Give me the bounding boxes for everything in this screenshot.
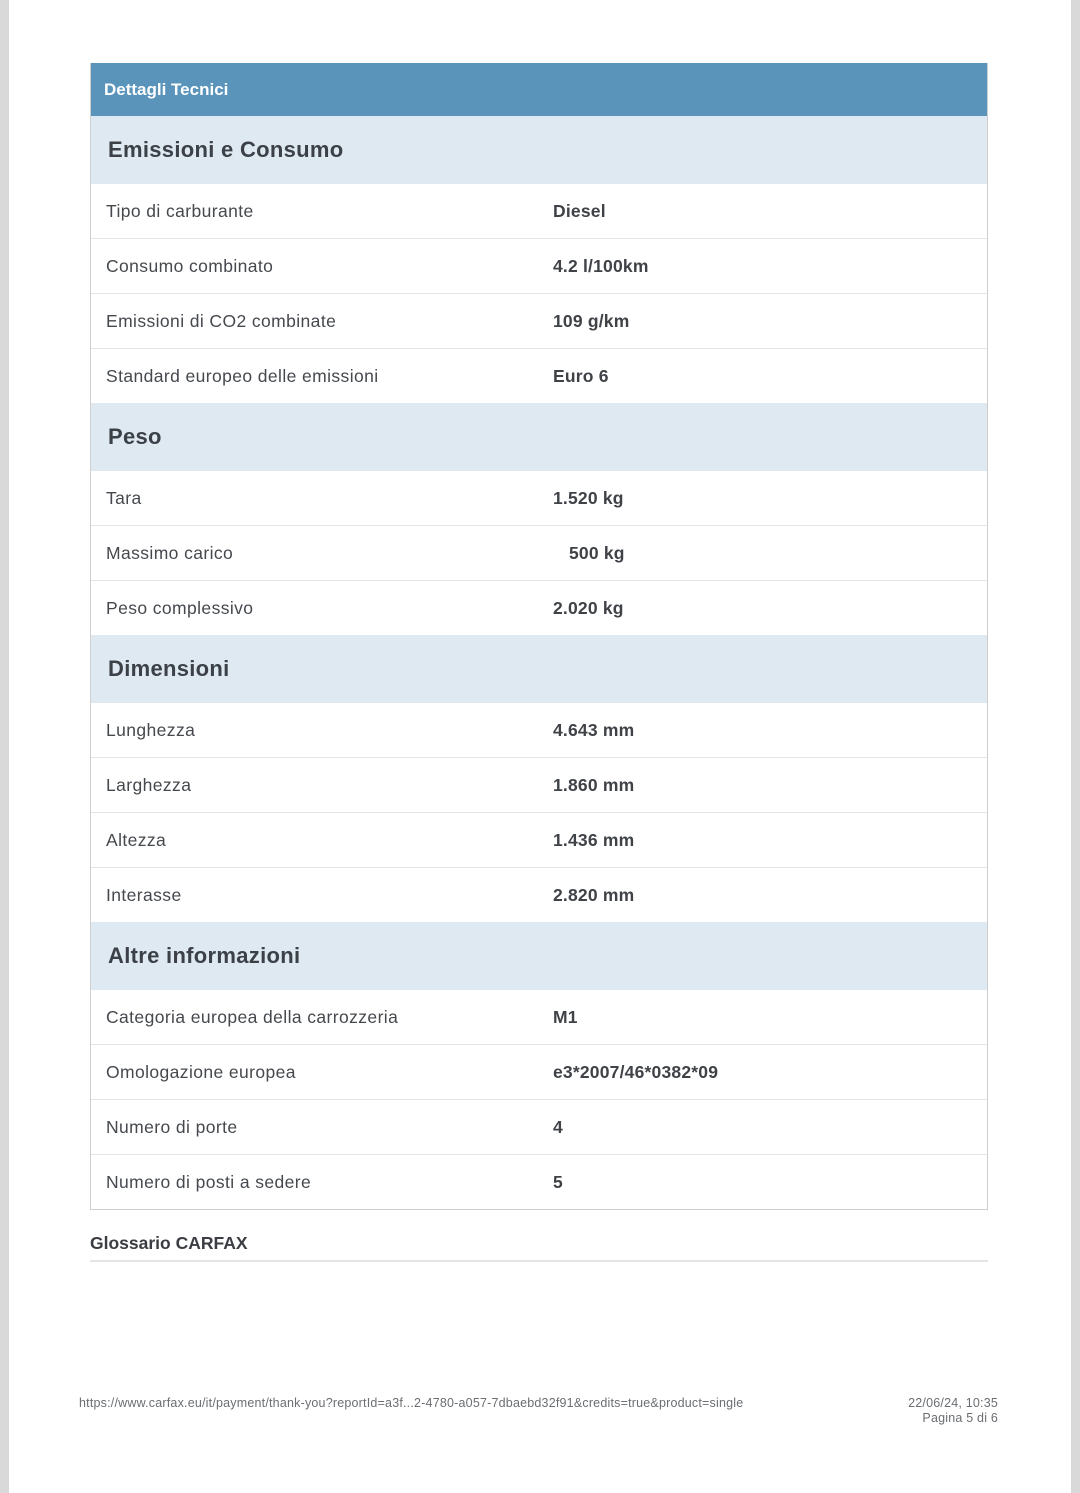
row-label: Numero di posti a sedere xyxy=(106,1171,312,1192)
row-label: Tara xyxy=(106,487,142,508)
row-value: 500 kg xyxy=(569,542,625,563)
row-value: Diesel xyxy=(553,200,606,221)
row-label: Categoria europea della carrozzeria xyxy=(106,1006,399,1027)
detail-row xyxy=(91,238,987,293)
card-header: Dettagli Tecnici xyxy=(91,63,987,116)
row-label: Interasse xyxy=(106,884,182,905)
detail-row xyxy=(91,293,987,348)
detail-row xyxy=(91,867,987,922)
row-value: e3*2007/46*0382*09 xyxy=(553,1061,719,1082)
footer-page-number: Pagina 5 di 6 xyxy=(922,1411,998,1425)
detail-row xyxy=(91,1154,987,1209)
row-value: 4.643 mm xyxy=(553,719,635,740)
row-label: Numero di porte xyxy=(106,1116,238,1137)
row-value: M1 xyxy=(553,1006,578,1027)
row-value: 2.020 kg xyxy=(553,597,624,618)
section-heading-other-info: Altre informazioni xyxy=(91,922,987,990)
row-label: Omologazione europea xyxy=(106,1061,296,1082)
row-value: 5 xyxy=(553,1171,563,1192)
row-value: 109 g/km xyxy=(553,310,630,331)
section-heading-dimensions: Dimensioni xyxy=(91,635,987,703)
glossary-heading: Glossario CARFAX xyxy=(90,1233,988,1262)
detail-row xyxy=(91,812,987,867)
row-label: Standard europeo delle emissioni xyxy=(106,365,379,386)
row-value: 4 xyxy=(553,1116,563,1137)
section-heading-weight: Peso xyxy=(91,403,987,471)
row-value: 1.520 kg xyxy=(553,487,624,508)
detail-row xyxy=(91,1044,987,1099)
row-value: Euro 6 xyxy=(553,365,609,386)
row-value: 2.820 mm xyxy=(553,884,635,905)
technical-details-card xyxy=(90,63,988,1210)
detail-row xyxy=(91,580,987,635)
row-value: 1.860 mm xyxy=(553,774,635,795)
detail-row xyxy=(91,184,987,238)
detail-row xyxy=(91,990,987,1044)
row-value: 4.2 l/100km xyxy=(553,255,649,276)
document-page xyxy=(9,0,1071,1493)
detail-row xyxy=(91,1099,987,1154)
detail-row xyxy=(91,703,987,757)
row-label: Massimo carico xyxy=(106,542,234,563)
detail-row xyxy=(91,471,987,525)
row-label: Peso complessivo xyxy=(106,597,254,618)
row-label: Emissioni di CO2 combinate xyxy=(106,310,337,331)
row-label: Tipo di carburante xyxy=(106,200,254,221)
row-label: Lunghezza xyxy=(106,719,196,740)
footer-url: https://www.carfax.eu/it/payment/thank-you?reportId=a3f...2-4780-a057-7dbaebd32f91&credits=true&product=single xyxy=(79,1396,744,1410)
section-heading-emissions: Emissioni e Consumo xyxy=(91,116,987,184)
row-label: Larghezza xyxy=(106,774,192,795)
row-label: Altezza xyxy=(106,829,167,850)
footer-datetime: 22/06/24, 10:35 xyxy=(908,1396,998,1410)
detail-row xyxy=(91,525,987,580)
row-value: 1.436 mm xyxy=(553,829,635,850)
detail-row xyxy=(91,348,987,403)
detail-row xyxy=(91,757,987,812)
footer-meta xyxy=(908,1396,998,1426)
row-label: Consumo combinato xyxy=(106,255,274,276)
